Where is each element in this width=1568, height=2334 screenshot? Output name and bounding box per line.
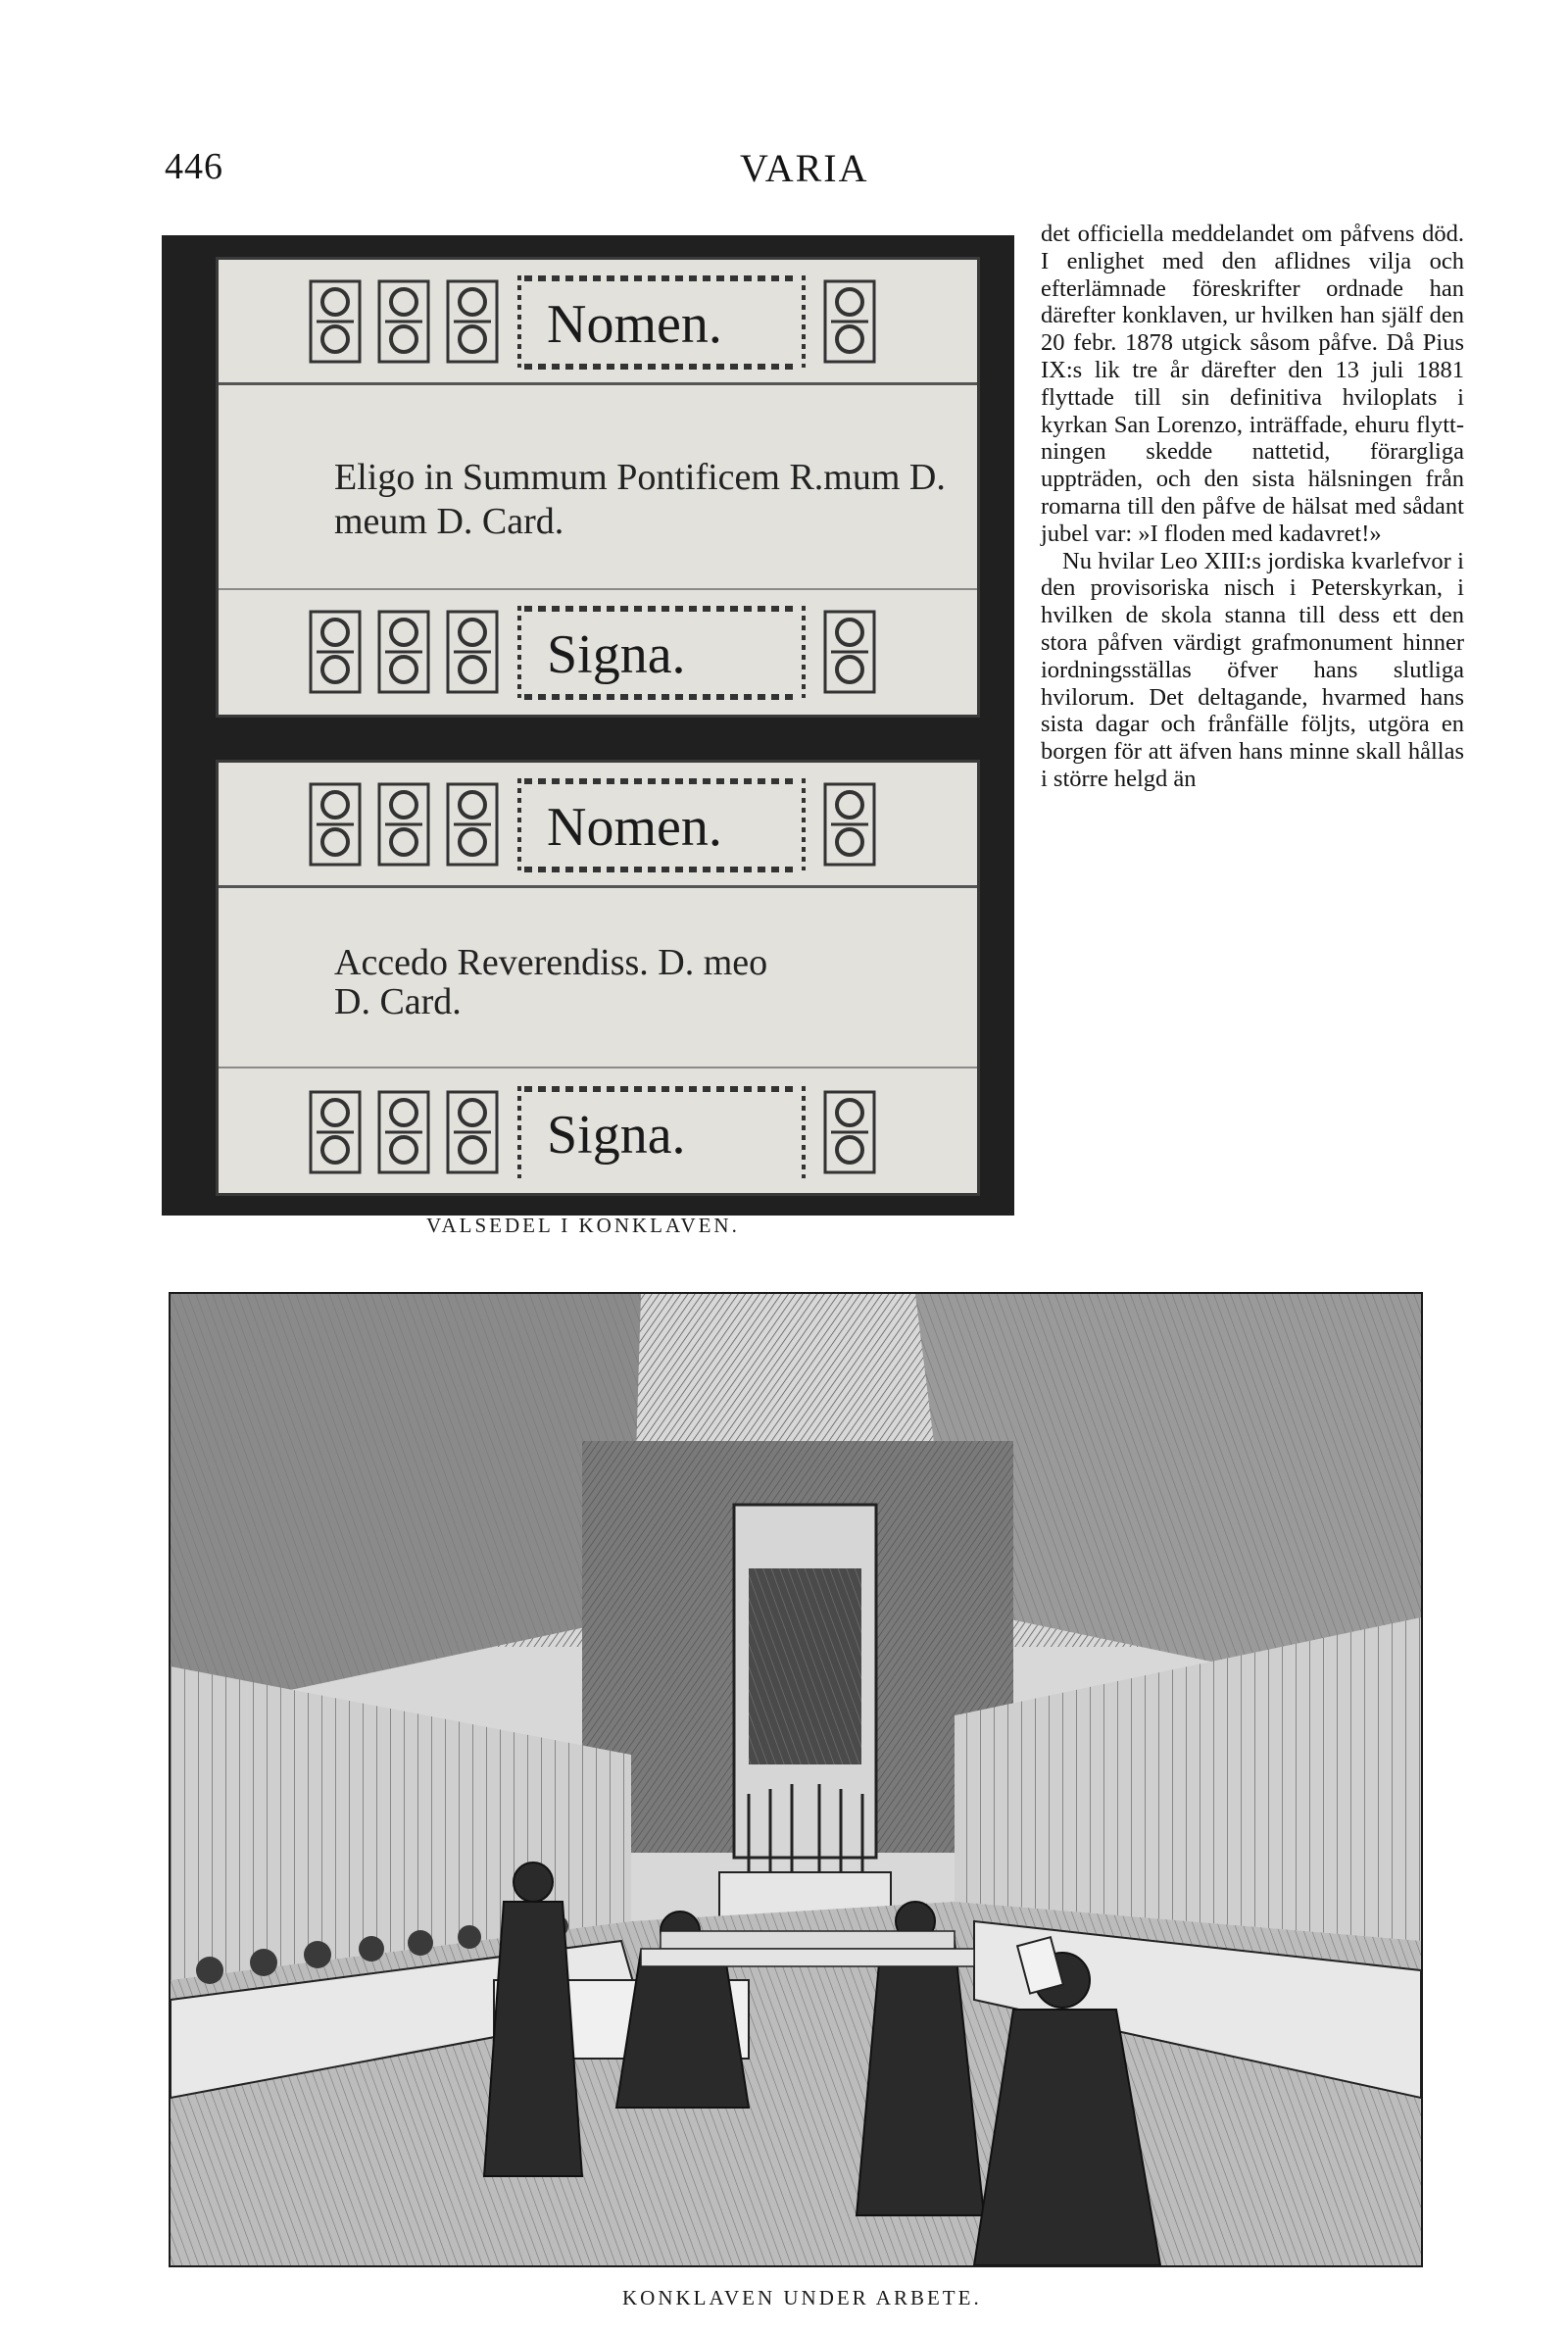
- ballot-word-nomen: Nomen.: [547, 797, 722, 858]
- engraving-caption: KONKLAVEN UNDER ARBETE.: [622, 2286, 982, 2309]
- ballot-fold-line: [219, 382, 977, 385]
- dotted-border-icon: [517, 1086, 521, 1178]
- dotted-border-icon: [802, 275, 806, 368]
- ornament-icon: [821, 277, 878, 366]
- dotted-border-icon: [524, 273, 799, 283]
- ornament-icon: [821, 608, 878, 696]
- ballot-text-accedo: Accedo Reverendiss. D. meo: [334, 942, 768, 983]
- article-paragraph: Nu hvilar Leo XIII:s jordiska kvarlefvor i den provisoriska nisch i Peterskyrkan, i hvilken de skola stanna till dess ett den stora påfven värdigt grafmonument hinner iordningsställas öfver hans slutliga hvilorum. Det deltagande, hvarmed hans sista dagar och frånfälle följts, utgöra en borgen för att äfven hans minne skall hållas i större helgd än: [1041, 547, 1464, 792]
- ornament-icon: [307, 608, 364, 696]
- ornament-icon: [444, 277, 501, 366]
- ornament-icon: [375, 780, 432, 869]
- ballot-photo: [162, 235, 1014, 1216]
- dotted-border-icon: [524, 362, 799, 372]
- ballot-caption: VALSEDEL I KONKLAVEN.: [426, 1214, 740, 1237]
- ornament-icon: [821, 780, 878, 869]
- dotted-border-icon: [517, 606, 521, 698]
- ballot-text-accedo-card: D. Card.: [334, 981, 462, 1022]
- ballot-word-signa: Signa.: [547, 1105, 686, 1166]
- ballot-card-upper: [216, 257, 980, 718]
- ornament-icon: [307, 1088, 364, 1176]
- dotted-border-icon: [524, 1084, 799, 1094]
- ornament-band-signa-top: [307, 598, 895, 706]
- dotted-border-icon: [524, 865, 799, 874]
- article-text: [1041, 221, 1464, 793]
- ornament-icon: [821, 1088, 878, 1176]
- ornament-icon: [375, 277, 432, 366]
- ballot-text-eligo: Eligo in Summum Pontificem R.mum D.: [334, 457, 946, 498]
- ornament-band-nomen-top: [307, 268, 895, 375]
- ornament-icon: [375, 608, 432, 696]
- dotted-border-icon: [802, 1086, 806, 1178]
- ballot-word-nomen: Nomen.: [547, 294, 722, 355]
- dotted-border-icon: [517, 275, 521, 368]
- article-paragraph: det officiella meddelandet om påfvens död. I enlighet med den aflidnes vilja och efterlämnade föreskrifter ordnade han därefter konklaven, ur hvilken han själf den 20 febr. 1878 utgick såsom påfve. Då Pius IX:s lik tre år därefter den 13 juli 1881 flyttade till sin definitiva hviloplats i kyrkan San Lorenzo, inträffade, ehuru flyttningen skedde nattetid, förargliga uppträden, och den sista hälsningen från romarna till den påfve de hälsat med sådant jubel var: »I floden med kadavret!»: [1041, 221, 1464, 547]
- ornament-band-nomen-bottom: [307, 770, 895, 878]
- ornament-icon: [307, 277, 364, 366]
- ballot-fold-line: [219, 885, 977, 888]
- ornament-icon: [444, 780, 501, 869]
- ballot-fold-line: [219, 1067, 977, 1068]
- ballot-card-lower: [216, 760, 980, 1196]
- ballot-fold-line: [219, 588, 977, 590]
- page-number: 446: [165, 146, 223, 187]
- dotted-border-icon: [517, 778, 521, 870]
- dotted-border-icon: [524, 604, 799, 614]
- ballot-word-signa: Signa.: [547, 624, 686, 685]
- ornament-band-signa-bottom: [307, 1078, 895, 1186]
- conclave-scene-illustration: [171, 1294, 1421, 2265]
- ballot-text-eligo-card: meum D. Card.: [334, 501, 564, 542]
- ornament-icon: [375, 1088, 432, 1176]
- dotted-border-icon: [802, 606, 806, 698]
- ornament-icon: [444, 1088, 501, 1176]
- running-title: VARIA: [740, 146, 869, 190]
- dotted-border-icon: [802, 778, 806, 870]
- dotted-border-icon: [524, 692, 799, 702]
- dotted-border-icon: [524, 776, 799, 786]
- ornament-icon: [307, 780, 364, 869]
- ornament-icon: [444, 608, 501, 696]
- conclave-engraving: [169, 1292, 1423, 2267]
